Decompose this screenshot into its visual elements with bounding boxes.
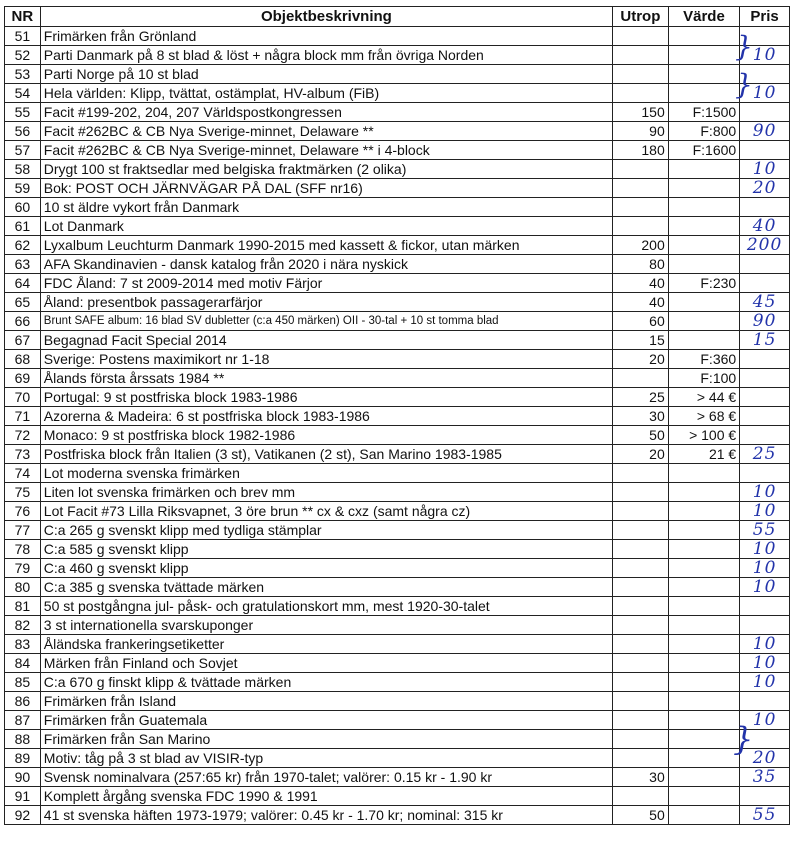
lot-number: 87 <box>5 711 41 730</box>
lot-pris <box>740 464 790 483</box>
lot-pris <box>740 160 790 179</box>
lot-number: 65 <box>5 293 41 312</box>
table-row <box>5 578 790 597</box>
lot-varde <box>668 483 739 502</box>
lot-utrop <box>613 198 669 217</box>
lot-utrop: 20 <box>613 445 669 464</box>
table-row <box>5 274 790 293</box>
lot-utrop <box>613 46 669 65</box>
lot-varde <box>668 236 739 255</box>
table-row <box>5 806 790 825</box>
lot-pris <box>740 103 790 122</box>
lot-pris <box>740 540 790 559</box>
lot-pris <box>740 369 790 388</box>
handwritten-price: 10 <box>752 558 777 578</box>
lot-pris <box>740 236 790 255</box>
lot-description: Märken från Finland och Sovjet <box>40 654 612 673</box>
table-row <box>5 160 790 179</box>
lot-pris <box>740 122 790 141</box>
table-row <box>5 730 790 749</box>
lot-number: 72 <box>5 426 41 445</box>
table-row <box>5 521 790 540</box>
lot-description: C:a 460 g svenskt klipp <box>40 559 612 578</box>
lot-number: 88 <box>5 730 41 749</box>
table-row <box>5 141 790 160</box>
lot-number: 57 <box>5 141 41 160</box>
lot-description: Facit #262BC & CB Nya Sverige-minnet, Delaware ** i 4-block <box>40 141 612 160</box>
lot-number: 84 <box>5 654 41 673</box>
lot-utrop <box>613 616 669 635</box>
lot-number: 73 <box>5 445 41 464</box>
lot-utrop <box>613 84 669 103</box>
lot-varde <box>668 768 739 787</box>
lot-number: 68 <box>5 350 41 369</box>
handwritten-price: 40 <box>752 216 777 236</box>
lot-number: 91 <box>5 787 41 806</box>
lot-number: 59 <box>5 179 41 198</box>
lot-pris <box>740 654 790 673</box>
lot-utrop <box>613 369 669 388</box>
lot-description: 10 st äldre vykort från Danmark <box>40 198 612 217</box>
table-row <box>5 654 790 673</box>
handwritten-price: 10 <box>752 45 777 65</box>
handwritten-price: 55 <box>752 520 777 540</box>
lot-number: 64 <box>5 274 41 293</box>
lot-number: 52 <box>5 46 41 65</box>
lot-number: 62 <box>5 236 41 255</box>
lot-pris <box>740 426 790 445</box>
table-row <box>5 331 790 350</box>
table-row <box>5 502 790 521</box>
bracket-mark: } <box>733 720 754 758</box>
lot-number: 61 <box>5 217 41 236</box>
lot-pris <box>740 616 790 635</box>
lot-number: 51 <box>5 27 41 46</box>
lot-pris <box>740 483 790 502</box>
table-row <box>5 464 790 483</box>
handwritten-price: 10 <box>752 577 777 597</box>
lot-utrop: 15 <box>613 331 669 350</box>
lot-number: 53 <box>5 65 41 84</box>
table-row <box>5 198 790 217</box>
lot-utrop <box>613 483 669 502</box>
lot-description: Frimärken från San Marino <box>40 730 612 749</box>
lot-pris <box>740 312 790 331</box>
lot-description: C:a 385 g svenska tvättade märken <box>40 578 612 597</box>
handwritten-price: 55 <box>752 805 777 825</box>
table-row <box>5 103 790 122</box>
handwritten-price: 10 <box>752 634 777 654</box>
lot-pris <box>740 521 790 540</box>
lot-description: Parti Norge på 10 st blad <box>40 65 612 84</box>
lot-number: 92 <box>5 806 41 825</box>
lot-description: Begagnad Facit Special 2014 <box>40 331 612 350</box>
lot-pris <box>740 274 790 293</box>
lot-varde <box>668 331 739 350</box>
lot-utrop: 200 <box>613 236 669 255</box>
lot-pris <box>740 407 790 426</box>
lot-number: 78 <box>5 540 41 559</box>
lot-number: 80 <box>5 578 41 597</box>
lot-pris <box>740 445 790 464</box>
lot-utrop: 90 <box>613 122 669 141</box>
lot-varde <box>668 673 739 692</box>
lot-number: 79 <box>5 559 41 578</box>
lot-description: Postfriska block från Italien (3 st), Vatikanen (2 st), San Marino 1983-1985 <box>40 445 612 464</box>
table-row <box>5 559 790 578</box>
lot-description: Lyxalbum Leuchturm Danmark 1990-2015 med kassett & fickor, utan märken <box>40 236 612 255</box>
lot-description: AFA Skandinavien - dansk katalog från 2020 i nära nyskick <box>40 255 612 274</box>
lot-number: 60 <box>5 198 41 217</box>
lot-description: Sverige: Postens maximikort nr 1-18 <box>40 350 612 369</box>
lot-description: Lot Danmark <box>40 217 612 236</box>
lot-description: Drygt 100 st fraktsedlar med belgiska fraktmärken (2 olika) <box>40 160 612 179</box>
lot-pris <box>740 331 790 350</box>
header-varde: Värde <box>668 7 739 27</box>
lot-utrop <box>613 559 669 578</box>
lot-varde <box>668 692 739 711</box>
table-row <box>5 27 790 46</box>
lot-description: Azorerna & Madeira: 6 st postfriska block 1983-1986 <box>40 407 612 426</box>
lot-varde <box>668 654 739 673</box>
lot-number: 90 <box>5 768 41 787</box>
lot-varde: F:100 <box>668 369 739 388</box>
lot-pris <box>740 787 790 806</box>
lot-number: 66 <box>5 312 41 331</box>
lot-utrop <box>613 179 669 198</box>
handwritten-price: 10 <box>752 83 777 103</box>
lot-number: 76 <box>5 502 41 521</box>
lot-number: 58 <box>5 160 41 179</box>
handwritten-price: 45 <box>752 292 777 312</box>
lot-varde <box>668 540 739 559</box>
lot-number: 86 <box>5 692 41 711</box>
lot-varde <box>668 787 739 806</box>
lot-description: Parti Danmark på 8 st blad & löst + några block mm från övriga Norden <box>40 46 612 65</box>
lot-pris <box>740 179 790 198</box>
lot-varde: > 68 € <box>668 407 739 426</box>
lot-varde <box>668 464 739 483</box>
handwritten-price: 10 <box>752 653 777 673</box>
header-pris: Pris <box>740 7 790 27</box>
table-row <box>5 369 790 388</box>
lot-utrop <box>613 787 669 806</box>
lot-number: 67 <box>5 331 41 350</box>
auction-list-table <box>4 6 790 825</box>
lot-pris <box>740 559 790 578</box>
lot-varde <box>668 749 739 768</box>
lot-pris <box>740 198 790 217</box>
lot-varde <box>668 711 739 730</box>
lot-number: 81 <box>5 597 41 616</box>
lot-number: 89 <box>5 749 41 768</box>
lot-description: FDC Åland: 7 st 2009-2014 med motiv Färjor <box>40 274 612 293</box>
lot-number: 85 <box>5 673 41 692</box>
lot-number: 63 <box>5 255 41 274</box>
lot-number: 54 <box>5 84 41 103</box>
handwritten-price: 10 <box>752 482 777 502</box>
table-row <box>5 293 790 312</box>
lot-description: Frimärken från Grönland <box>40 27 612 46</box>
lot-varde <box>668 160 739 179</box>
lot-varde <box>668 27 739 46</box>
lot-description: Brunt SAFE album: 16 blad SV dubletter (c:a 450 märken) OII - 30-tal + 10 st tomma blad <box>40 312 612 331</box>
lot-varde: F:360 <box>668 350 739 369</box>
header-utrop: Utrop <box>613 7 669 27</box>
lot-utrop <box>613 654 669 673</box>
table-row <box>5 179 790 198</box>
table-row <box>5 445 790 464</box>
lot-number: 69 <box>5 369 41 388</box>
lot-description: Svensk nominalvara (257:65 kr) från 1970-talet; valörer: 0.15 kr - 1.90 kr <box>40 768 612 787</box>
lot-utrop <box>613 597 669 616</box>
lot-varde <box>668 502 739 521</box>
lot-pris <box>740 597 790 616</box>
table-row <box>5 312 790 331</box>
bracket-mark: } <box>735 30 753 63</box>
lot-utrop <box>613 217 669 236</box>
lot-utrop: 30 <box>613 407 669 426</box>
lot-utrop <box>613 749 669 768</box>
lot-number: 77 <box>5 521 41 540</box>
lot-utrop <box>613 160 669 179</box>
lot-varde <box>668 255 739 274</box>
lot-pris <box>740 141 790 160</box>
lot-varde <box>668 559 739 578</box>
table-row <box>5 768 790 787</box>
lot-number: 74 <box>5 464 41 483</box>
lot-pris <box>740 635 790 654</box>
lot-pris <box>740 293 790 312</box>
lot-description: Facit #199-202, 204, 207 Världspostkongressen <box>40 103 612 122</box>
table-row <box>5 84 790 103</box>
handwritten-price: 25 <box>752 444 777 464</box>
lot-utrop: 180 <box>613 141 669 160</box>
table-row <box>5 122 790 141</box>
lot-description: Liten lot svenska frimärken och brev mm <box>40 483 612 502</box>
table-row <box>5 540 790 559</box>
lot-number: 70 <box>5 388 41 407</box>
lot-description: C:a 265 g svenskt klipp med tydliga stämplar <box>40 521 612 540</box>
lot-utrop <box>613 578 669 597</box>
table-row <box>5 692 790 711</box>
lot-pris <box>740 502 790 521</box>
lot-description: Hela världen: Klipp, tvättat, ostämplat, HV-album (FiB) <box>40 84 612 103</box>
lot-varde: F:1500 <box>668 103 739 122</box>
table-row <box>5 787 790 806</box>
lot-number: 55 <box>5 103 41 122</box>
handwritten-price: 20 <box>752 748 777 768</box>
handwritten-price: 200 <box>746 235 783 255</box>
lot-utrop: 50 <box>613 426 669 445</box>
lot-utrop: 150 <box>613 103 669 122</box>
handwritten-price: 35 <box>752 767 777 787</box>
lot-utrop <box>613 65 669 84</box>
table-row <box>5 597 790 616</box>
lot-utrop <box>613 27 669 46</box>
lot-utrop: 40 <box>613 293 669 312</box>
table-row <box>5 616 790 635</box>
handwritten-price: 90 <box>752 311 777 331</box>
table-row <box>5 711 790 730</box>
lot-utrop: 50 <box>613 806 669 825</box>
table-row <box>5 635 790 654</box>
handwritten-price: 15 <box>752 330 777 350</box>
lot-pris <box>740 768 790 787</box>
lot-utrop: 80 <box>613 255 669 274</box>
lot-utrop <box>613 502 669 521</box>
lot-varde: F:230 <box>668 274 739 293</box>
lot-varde <box>668 293 739 312</box>
table-row <box>5 388 790 407</box>
lot-utrop <box>613 464 669 483</box>
lot-varde <box>668 84 739 103</box>
lot-utrop: 40 <box>613 274 669 293</box>
lot-utrop: 60 <box>613 312 669 331</box>
header-description: Objektbeskrivning <box>40 7 612 27</box>
lot-number: 56 <box>5 122 41 141</box>
handwritten-price: 20 <box>752 178 777 198</box>
table-row <box>5 65 790 84</box>
lot-description: C:a 670 g finskt klipp & tvättade märken <box>40 673 612 692</box>
lot-pris <box>740 692 790 711</box>
table-row <box>5 350 790 369</box>
lot-varde <box>668 198 739 217</box>
table-row <box>5 426 790 445</box>
table-row <box>5 217 790 236</box>
table-row <box>5 673 790 692</box>
lot-varde <box>668 635 739 654</box>
lot-number: 82 <box>5 616 41 635</box>
table-row <box>5 236 790 255</box>
lot-description: Frimärken från Island <box>40 692 612 711</box>
lot-utrop <box>613 711 669 730</box>
bracket-mark: } <box>735 68 753 101</box>
lot-varde <box>668 730 739 749</box>
lot-varde <box>668 179 739 198</box>
lot-varde: F:800 <box>668 122 739 141</box>
lot-number: 75 <box>5 483 41 502</box>
lot-description: Lot moderna svenska frimärken <box>40 464 612 483</box>
lot-varde <box>668 217 739 236</box>
lot-varde <box>668 46 739 65</box>
header-row <box>5 7 790 27</box>
lot-utrop: 20 <box>613 350 669 369</box>
lot-utrop: 25 <box>613 388 669 407</box>
table-row <box>5 749 790 768</box>
lot-description: Monaco: 9 st postfriska block 1982-1986 <box>40 426 612 445</box>
table-row <box>5 255 790 274</box>
handwritten-price: 10 <box>752 501 777 521</box>
lot-pris <box>740 350 790 369</box>
lot-description: 3 st internationella svarskuponger <box>40 616 612 635</box>
handwritten-price: 10 <box>752 539 777 559</box>
lot-description: 41 st svenska häften 1973-1979; valörer: 0.45 kr - 1.70 kr; nominal: 315 kr <box>40 806 612 825</box>
lot-number: 83 <box>5 635 41 654</box>
lot-utrop <box>613 521 669 540</box>
lot-description: Motiv: tåg på 3 st blad av VISIR-typ <box>40 749 612 768</box>
handwritten-price: 10 <box>752 159 777 179</box>
lot-description: Ålands första årssats 1984 ** <box>40 369 612 388</box>
header-nr: NR <box>5 7 41 27</box>
lot-description: Åländska frankeringsetiketter <box>40 635 612 654</box>
lot-utrop <box>613 692 669 711</box>
lot-description: Lot Facit #73 Lilla Riksvapnet, 3 öre brun ** cx & cxz (samt några cz) <box>40 502 612 521</box>
lot-varde <box>668 806 739 825</box>
lot-description: Portugal: 9 st postfriska block 1983-1986 <box>40 388 612 407</box>
table-row <box>5 483 790 502</box>
table-row <box>5 407 790 426</box>
lot-utrop <box>613 635 669 654</box>
handwritten-price: 90 <box>752 121 777 141</box>
lot-description: Facit #262BC & CB Nya Sverige-minnet, Delaware ** <box>40 122 612 141</box>
lot-pris <box>740 578 790 597</box>
handwritten-price: 10 <box>752 672 777 692</box>
lot-pris <box>740 217 790 236</box>
lot-utrop <box>613 540 669 559</box>
lot-varde <box>668 616 739 635</box>
lot-description: 50 st postgångna jul- påsk- och gratulationskort mm, mest 1920-30-talet <box>40 597 612 616</box>
lot-varde <box>668 65 739 84</box>
lot-utrop <box>613 730 669 749</box>
handwritten-price: 10 <box>752 710 777 730</box>
lot-pris <box>740 388 790 407</box>
lot-pris <box>740 806 790 825</box>
lot-varde <box>668 597 739 616</box>
lot-description: Komplett årgång svenska FDC 1990 & 1991 <box>40 787 612 806</box>
table-row <box>5 46 790 65</box>
lot-description: C:a 585 g svenskt klipp <box>40 540 612 559</box>
lot-pris <box>740 673 790 692</box>
lot-varde: > 44 € <box>668 388 739 407</box>
lot-varde <box>668 578 739 597</box>
lot-description: Bok: POST OCH JÄRNVÄGAR PÅ DAL (SFF nr16) <box>40 179 612 198</box>
lot-description: Åland: presentbok passagerarfärjor <box>40 293 612 312</box>
lot-utrop <box>613 673 669 692</box>
lot-pris <box>740 255 790 274</box>
lot-number: 71 <box>5 407 41 426</box>
lot-varde: > 100 € <box>668 426 739 445</box>
lot-varde: F:1600 <box>668 141 739 160</box>
lot-description: Frimärken från Guatemala <box>40 711 612 730</box>
lot-utrop: 30 <box>613 768 669 787</box>
lot-varde: 21 € <box>668 445 739 464</box>
lot-varde <box>668 312 739 331</box>
lot-varde <box>668 521 739 540</box>
